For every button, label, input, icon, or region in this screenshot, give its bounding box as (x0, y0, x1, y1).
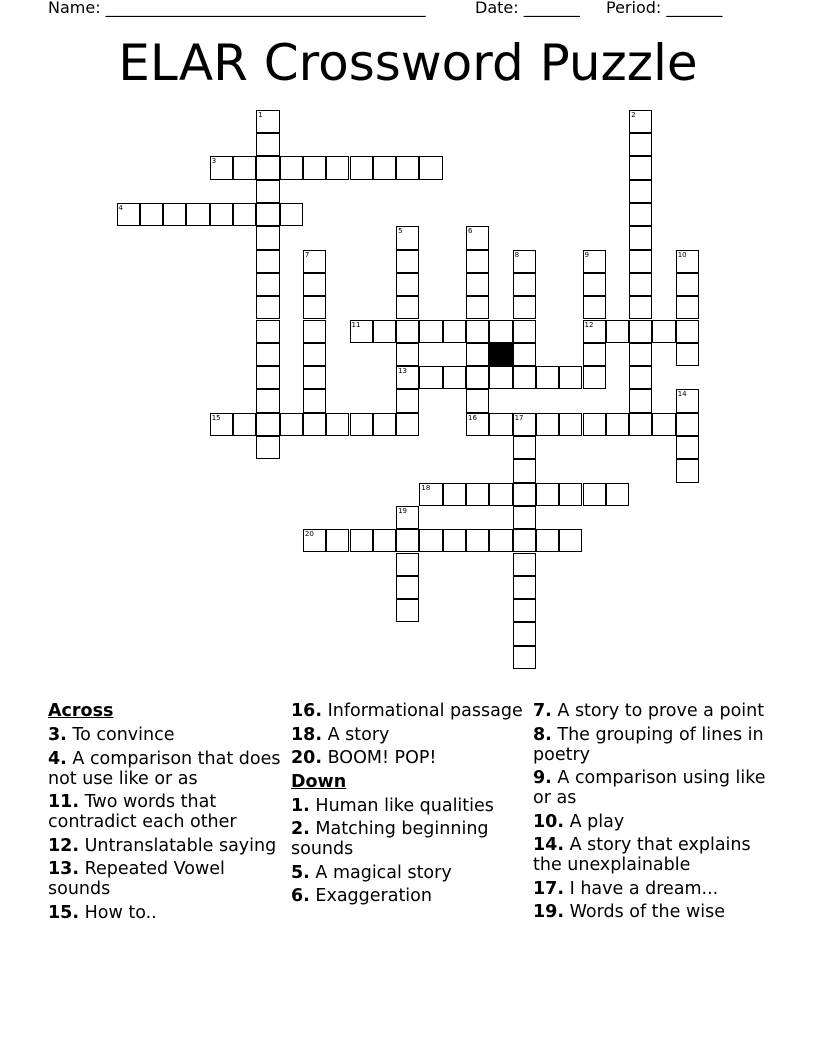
grid-cell-black (489, 343, 512, 366)
grid-cell[interactable] (396, 599, 419, 622)
grid-cell[interactable] (629, 110, 652, 133)
grid-cell[interactable] (559, 529, 582, 552)
grid-cell[interactable] (536, 366, 559, 389)
grid-cell[interactable] (652, 320, 675, 343)
grid-cell[interactable] (419, 320, 442, 343)
clue-number: 11 (351, 320, 361, 329)
grid-cell[interactable] (210, 203, 233, 226)
grid-cell[interactable] (256, 250, 279, 273)
clues-column-1 (48, 701, 288, 926)
grid-cell[interactable] (396, 413, 419, 436)
grid-cell[interactable] (513, 250, 536, 273)
grid-cell[interactable] (256, 133, 279, 156)
grid-cell[interactable] (489, 483, 512, 506)
clue-down-8: 8. The grouping of lines in poetry (533, 724, 764, 765)
grid-cell[interactable] (583, 413, 606, 436)
grid-cell[interactable] (606, 483, 629, 506)
clue-down-2: 2. Matching beginning sounds (291, 819, 489, 859)
grid-cell[interactable] (536, 483, 559, 506)
grid-cell[interactable] (513, 320, 536, 343)
grid-cell[interactable] (466, 250, 489, 273)
grid-cell[interactable] (117, 203, 140, 226)
grid-cell[interactable] (536, 529, 559, 552)
grid-cell[interactable] (489, 413, 512, 436)
grid-cell[interactable] (466, 296, 489, 319)
grid-cell[interactable] (256, 156, 279, 179)
grid-cell[interactable] (466, 320, 489, 343)
grid-cell[interactable] (256, 203, 279, 226)
clue-down-5: 5. A magical story (291, 862, 452, 883)
grid-cell[interactable] (419, 483, 442, 506)
page-title: ELAR Crossword Puzzle (118, 34, 698, 92)
clue-number: 7 (304, 250, 310, 259)
grid-cell[interactable] (396, 156, 419, 179)
grid-cell[interactable] (350, 529, 373, 552)
grid-cell[interactable] (186, 203, 209, 226)
clue-down-14: 14. A story that explains the unexplainable (533, 835, 751, 875)
clues-column-3 (533, 701, 773, 926)
grid-cell[interactable] (629, 273, 652, 296)
grid-cell[interactable] (466, 273, 489, 296)
grid-cell[interactable] (489, 366, 512, 389)
grid-cell[interactable] (163, 203, 186, 226)
grid-cell[interactable] (629, 296, 652, 319)
grid-cell[interactable] (513, 436, 536, 459)
grid-cell[interactable] (583, 483, 606, 506)
grid-cell[interactable] (559, 483, 582, 506)
grid-cell[interactable] (443, 320, 466, 343)
grid-cell[interactable] (559, 413, 582, 436)
clue-number: 10 (677, 250, 687, 259)
grid-cell[interactable] (676, 389, 699, 412)
grid-cell[interactable] (396, 296, 419, 319)
clue-across-11: 11. Two words that contradict each other (48, 792, 237, 832)
clue-number: 14 (677, 390, 687, 399)
clue-number: 5 (398, 227, 403, 236)
grid-cell[interactable] (233, 413, 256, 436)
grid-cell[interactable] (676, 320, 699, 343)
grid-cell[interactable] (513, 413, 536, 436)
grid-cell[interactable] (256, 296, 279, 319)
clue-across-20: 20. BOOM! POP! (291, 748, 437, 768)
grid-cell[interactable] (210, 413, 233, 436)
grid-cell[interactable] (373, 320, 396, 343)
grid-cell[interactable] (396, 506, 419, 529)
grid-cell[interactable] (256, 436, 279, 459)
down-heading: Down (291, 771, 347, 792)
grid-cell[interactable] (303, 366, 326, 389)
grid-cell[interactable] (443, 483, 466, 506)
grid-cell[interactable] (676, 343, 699, 366)
grid-cell[interactable] (513, 599, 536, 622)
grid-cell[interactable] (466, 226, 489, 249)
clue-number: 6 (468, 227, 473, 236)
clue-number: 16 (468, 413, 477, 422)
grid-cell[interactable] (210, 156, 233, 179)
clue-number: 18 (421, 483, 431, 492)
grid-cell[interactable] (536, 413, 559, 436)
grid-cell[interactable] (303, 343, 326, 366)
grid-cell[interactable] (303, 529, 326, 552)
grid-cell[interactable] (256, 343, 279, 366)
grid-cell[interactable] (326, 413, 349, 436)
grid-cell[interactable] (629, 156, 652, 179)
grid-cell[interactable] (396, 366, 419, 389)
grid-cell[interactable] (513, 576, 536, 599)
grid-cell[interactable] (303, 296, 326, 319)
grid-cell[interactable] (303, 320, 326, 343)
name-field-label: Name: ________________________________________ (48, 0, 426, 17)
grid-cell[interactable] (140, 203, 163, 226)
grid-cell[interactable] (629, 413, 652, 436)
grid-cell[interactable] (466, 413, 489, 436)
grid-cell[interactable] (466, 389, 489, 412)
grid-cell[interactable] (513, 296, 536, 319)
grid-cell[interactable] (513, 273, 536, 296)
grid-cell[interactable] (583, 296, 606, 319)
grid-cell[interactable] (629, 180, 652, 203)
grid-cell[interactable] (396, 389, 419, 412)
clue-across-12: 12. Untranslatable saying (48, 835, 277, 856)
clue-across-15: 15. How to.. (48, 902, 157, 923)
grid-cell[interactable] (513, 622, 536, 645)
grid-cell[interactable] (489, 320, 512, 343)
grid-cell[interactable] (256, 226, 279, 249)
grid-cell[interactable] (676, 250, 699, 273)
grid-cell[interactable] (303, 413, 326, 436)
clue-number: 9 (584, 250, 589, 259)
clue-number: 13 (398, 367, 408, 376)
grid-cell[interactable] (583, 366, 606, 389)
grid-cell[interactable] (256, 320, 279, 343)
grid-cell[interactable] (629, 203, 652, 226)
grid-cell[interactable] (443, 529, 466, 552)
date-field-label: Date: _______ (475, 0, 580, 17)
grid-cell[interactable] (606, 413, 629, 436)
clue-number: 1 (258, 110, 263, 119)
grid-cell[interactable] (583, 250, 606, 273)
period-field-label: Period: _______ (606, 0, 723, 17)
grid-cell[interactable] (606, 320, 629, 343)
clue-across-3: 3. To convince (48, 725, 175, 745)
grid-cell[interactable] (373, 413, 396, 436)
clue-number: 2 (631, 110, 636, 119)
clue-number: 17 (514, 413, 524, 422)
clue-number: 20 (304, 530, 314, 539)
grid-cell[interactable] (303, 273, 326, 296)
grid-cell[interactable] (350, 320, 373, 343)
grid-cell[interactable] (396, 553, 419, 576)
grid-cell[interactable] (326, 529, 349, 552)
grid-cell[interactable] (256, 273, 279, 296)
clue-across-18: 18. A story (291, 724, 390, 745)
grid-cell[interactable] (396, 226, 419, 249)
clues-column-2 (291, 701, 531, 910)
grid-cell[interactable] (326, 156, 349, 179)
grid-cell[interactable] (303, 156, 326, 179)
clue-down-10: 10. A play (533, 811, 625, 832)
grid-cell[interactable] (676, 296, 699, 319)
grid-cell[interactable] (513, 366, 536, 389)
grid-cell[interactable] (583, 320, 606, 343)
grid-cell[interactable] (396, 320, 419, 343)
grid-cell[interactable] (466, 366, 489, 389)
grid-cell[interactable] (396, 273, 419, 296)
clue-across-4: 4. A comparison that does not use like or as (48, 748, 281, 789)
clue-across-13: 13. Repeated Vowel sounds (48, 859, 225, 899)
grid-cell[interactable] (443, 366, 466, 389)
grid-cell[interactable] (303, 389, 326, 412)
grid-cell[interactable] (629, 343, 652, 366)
grid-cell[interactable] (233, 156, 256, 179)
clue-down-9: 9. A comparison using like or as (533, 768, 766, 808)
grid-cell[interactable] (583, 273, 606, 296)
grid-cell[interactable] (396, 529, 419, 552)
grid-cell[interactable] (489, 529, 512, 552)
clue-number: 3 (211, 157, 217, 166)
clue-across-16: 16. Informational passage (291, 701, 523, 721)
grid-cell[interactable] (629, 389, 652, 412)
clue-down-1: 1. Human like qualities (291, 795, 494, 816)
grid-cell[interactable] (513, 343, 536, 366)
grid-cell[interactable] (280, 203, 303, 226)
grid-cell[interactable] (350, 156, 373, 179)
clue-down-7: 7. A story to prove a point (533, 701, 765, 721)
grid-cell[interactable] (256, 110, 279, 133)
grid-cell[interactable] (629, 366, 652, 389)
grid-cell[interactable] (676, 273, 699, 296)
grid-cell[interactable] (419, 366, 442, 389)
grid-cell[interactable] (629, 250, 652, 273)
grid-cell[interactable] (652, 413, 675, 436)
grid-cell[interactable] (466, 483, 489, 506)
grid-cell[interactable] (559, 366, 582, 389)
grid-cell[interactable] (350, 413, 373, 436)
grid-cell[interactable] (466, 529, 489, 552)
grid-cell[interactable] (466, 343, 489, 366)
grid-cell[interactable] (396, 250, 419, 273)
grid-cell[interactable] (513, 459, 536, 482)
grid-cell[interactable] (629, 133, 652, 156)
grid-cell[interactable] (676, 459, 699, 482)
grid-cell[interactable] (676, 436, 699, 459)
grid-cell[interactable] (256, 180, 279, 203)
grid-cell[interactable] (233, 203, 256, 226)
clue-number: 15 (211, 413, 221, 422)
grid-cell[interactable] (280, 156, 303, 179)
grid-cell[interactable] (513, 646, 536, 669)
across-heading: Across (48, 701, 114, 721)
clue-down-6: 6. Exaggeration (291, 886, 432, 906)
clue-number: 19 (398, 506, 408, 515)
clue-number: 8 (514, 250, 520, 259)
grid-cell[interactable] (256, 413, 279, 436)
grid-cell[interactable] (280, 413, 303, 436)
grid-cell[interactable] (419, 156, 442, 179)
grid-cell[interactable] (419, 529, 442, 552)
grid-cell[interactable] (676, 413, 699, 436)
clue-number: 4 (118, 204, 123, 212)
grid-cell[interactable] (513, 506, 536, 529)
grid-cell[interactable] (513, 553, 536, 576)
grid-cell[interactable] (396, 576, 419, 599)
grid-cell[interactable] (583, 343, 606, 366)
clue-down-17: 17. I have a dream... (533, 878, 719, 899)
grid-cell[interactable] (303, 250, 326, 273)
grid-cell[interactable] (513, 483, 536, 506)
grid-cell[interactable] (629, 320, 652, 343)
clue-number: 12 (584, 320, 594, 329)
grid-cell[interactable] (373, 529, 396, 552)
grid-cell[interactable] (396, 343, 419, 366)
clue-down-19: 19. Words of the wise (533, 902, 726, 922)
grid-cell[interactable] (256, 389, 279, 412)
grid-cell[interactable] (629, 226, 652, 249)
grid-cell[interactable] (256, 366, 279, 389)
grid-cell[interactable] (513, 529, 536, 552)
grid-cell[interactable] (373, 156, 396, 179)
